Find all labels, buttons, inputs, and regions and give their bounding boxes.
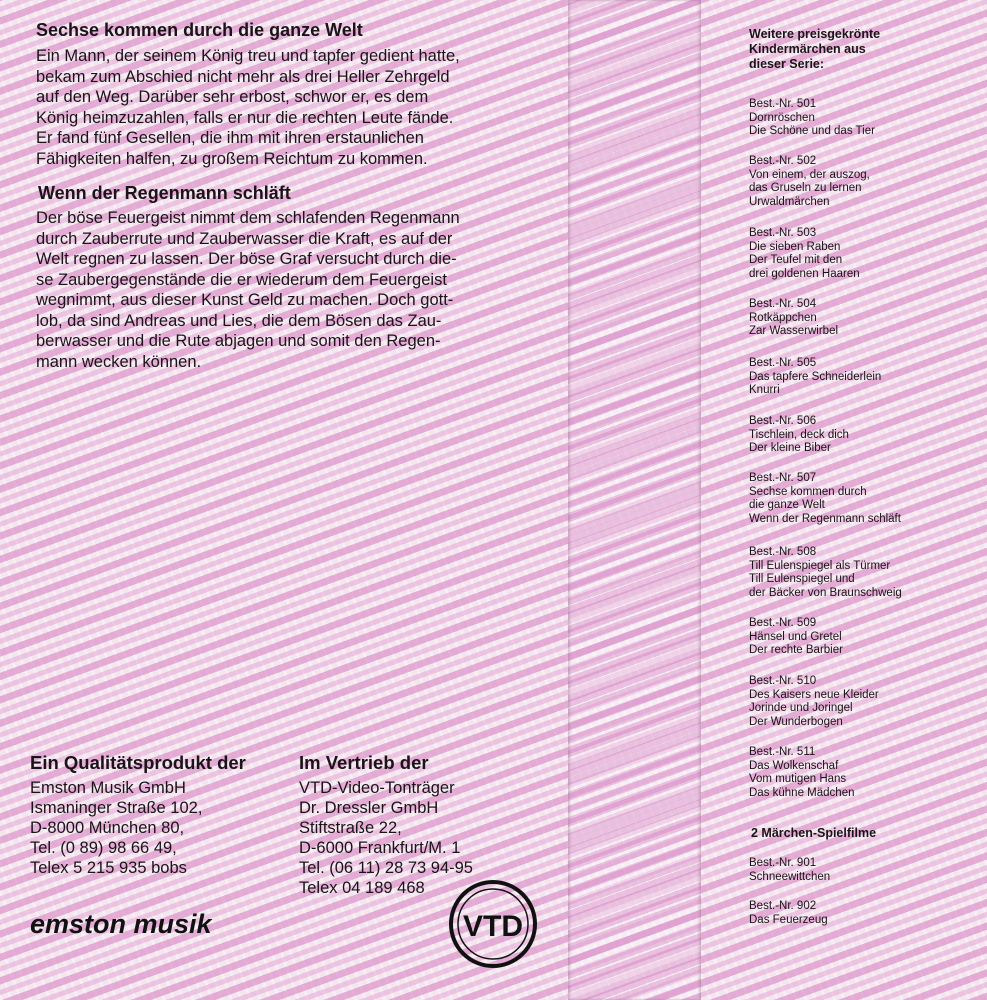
title-line: Die sieben Raben [749,240,841,253]
address-line: Emston Musik GmbH [30,779,186,797]
catalog-number: Best.-Nr. 504 [749,298,817,310]
story2-title: Wenn der Regenmann schläft [38,183,291,203]
address-line: Dr. Dressler GmbH [299,799,439,817]
address-line: D-8000 München 80, [30,819,185,837]
title-line: Das tapfere Schneiderlein [749,370,882,383]
title-line: Sechse kommen durch [749,485,867,498]
text-line: Welt regnen zu lassen. Der böse Graf versucht durch die- [36,250,457,268]
story1-text [36,46,460,169]
title-line: Das kühne Mädchen [749,786,855,799]
vtd-logo-text: VTD [463,910,523,943]
heading-line: Kindermärchen aus [749,42,866,56]
text-line: Ein Mann, der seinem König treu und tapfer gedient hatte, [36,47,460,65]
title-line: Rotkäppchen [749,311,817,324]
list-item [749,298,838,339]
text-line: auf den Weg. Darüber sehr erbost, schwor er, es dem [36,88,429,106]
address-line: Stiftstraße 22, [299,819,402,837]
emston-logo-text: emston musik [30,909,212,939]
address-line: Ismaninger Straße 102, [30,799,203,817]
catalog-number: Best.-Nr. 902 [749,900,817,912]
distributor-title: Im Vertrieb der [299,752,429,773]
list-item [749,857,830,884]
list-item [749,472,901,526]
text-line: Der böse Feuergeist nimmt dem schlafenden Regenmann [36,209,460,227]
title-line: Till Eulenspiegel als Türmer [749,559,891,572]
title-line: Knurri [749,384,780,397]
title-line: das Gruseln zu lernen [749,182,862,195]
films-title: 2 Märchen-Spielfilme [751,826,877,840]
catalog-number: Best.-Nr. 511 [749,746,816,758]
catalog-number: Best.-Nr. 502 [749,155,817,167]
story2-text [36,208,460,372]
catalog-number: Best.-Nr. 507 [749,472,817,484]
catalog-number: Best.-Nr. 509 [749,617,817,629]
text-line: mann wecken können. [36,352,202,371]
title-line: die ganze Welt [749,499,825,512]
title-line: Der Teufel mit den [749,254,843,267]
title-line: Schneewittchen [749,870,831,883]
title-line: Vom mutigen Hans [749,773,847,786]
catalog-number: Best.-Nr. 505 [749,357,817,369]
catalog-number: Best.-Nr. 508 [749,546,817,558]
title-line: Wenn der Regenmann schläft [749,512,901,525]
title-line: Dornröschen [749,111,815,124]
address-line: Telex 04 189 468 [299,879,425,897]
vtd-logo [446,878,540,970]
spine-panel [568,0,701,1000]
heading-line: dieser Serie: [749,57,825,71]
text-line: Er fand fünf Gesellen, die ihm mit ihren erstaunlichen [36,129,424,147]
title-line: Hänsel und Gretel [749,630,842,643]
title-line: drei goldenen Haaren [749,267,860,280]
address-line: D-6000 Frankfurt/M. 1 [299,839,461,857]
producer-title: Ein Qualitätsprodukt der [30,752,246,773]
title-line: Des Kaisers neue Kleider [749,688,879,701]
title-line: Urwaldmärchen [749,195,830,208]
list-item [749,746,854,800]
text-line: durch Zauberrute und Zauberwasser die Kraft, es auf der [36,229,453,248]
address-line: Telex 5 215 935 bobs [30,859,187,877]
series-heading [749,27,880,72]
text-line: se Zaubergegenstände die er wiederum dem Feuergeist [36,270,447,289]
catalog-number: Best.-Nr. 510 [749,675,817,687]
text-line: lob, da sind Andreas und Lies, die dem Bösen das Zau- [36,311,442,330]
catalog-number: Best.-Nr. 503 [749,227,817,239]
story1-title: Sechse kommen durch die ganze Welt [36,20,363,40]
list-item [749,155,870,209]
title-line: Till Eulenspiegel und [749,573,855,586]
list-item [749,357,881,398]
text-line: bekam zum Abschied nicht mehr als drei Heller Zehrgeld [36,67,450,86]
title-line: der Bäcker von Braunschweig [749,586,902,599]
title-line: Das Wolkenschaf [749,759,839,772]
list-item [749,675,879,729]
series-panel [701,0,987,1000]
title-line: Zar Wasserwirbel [749,325,839,338]
list-item [749,415,849,456]
address-line: Tel. (0 89) 98 66 49, [30,839,177,857]
title-line: Der rechte Barbier [749,644,843,657]
catalog-number: Best.-Nr. 506 [749,415,817,427]
list-item [749,227,860,281]
title-line: Der Wunderbogen [749,715,843,728]
text-line: Fähigkeiten halfen, zu großem Reichtum zu kommen. [36,149,428,168]
list-item [749,900,828,927]
list-item [749,98,875,139]
producer-address [30,778,202,878]
title-line: Der kleine Biber [749,442,831,455]
title-line: Die Schöne und das Tier [749,125,875,138]
catalog-number: Best.-Nr. 501 [749,98,817,110]
title-line: Das Feuerzeug [749,913,828,926]
text-line: berwasser und die Rute abjagen und somit den Regen- [36,332,441,350]
emston-musik-logo [30,905,275,941]
list-item [749,546,902,600]
text-line: König heimzuzahlen, falls er nur die rechten Leute fände. [36,108,454,127]
address-line: Tel. (06 11) 28 73 94-95 [299,859,473,877]
title-line: Von einem, der auszog, [749,168,870,181]
address-line: VTD-Video-Tonträger [299,779,455,797]
catalog-number: Best.-Nr. 901 [749,857,817,869]
list-item [749,617,843,658]
text-line: wegnimmt, aus dieser Kunst Geld zu machen. Doch gott- [36,291,454,309]
heading-line: Weitere preisgekrönte [749,27,881,41]
title-line: Jorinde und Joringel [749,702,853,715]
title-line: Tischlein, deck dich [749,428,849,441]
